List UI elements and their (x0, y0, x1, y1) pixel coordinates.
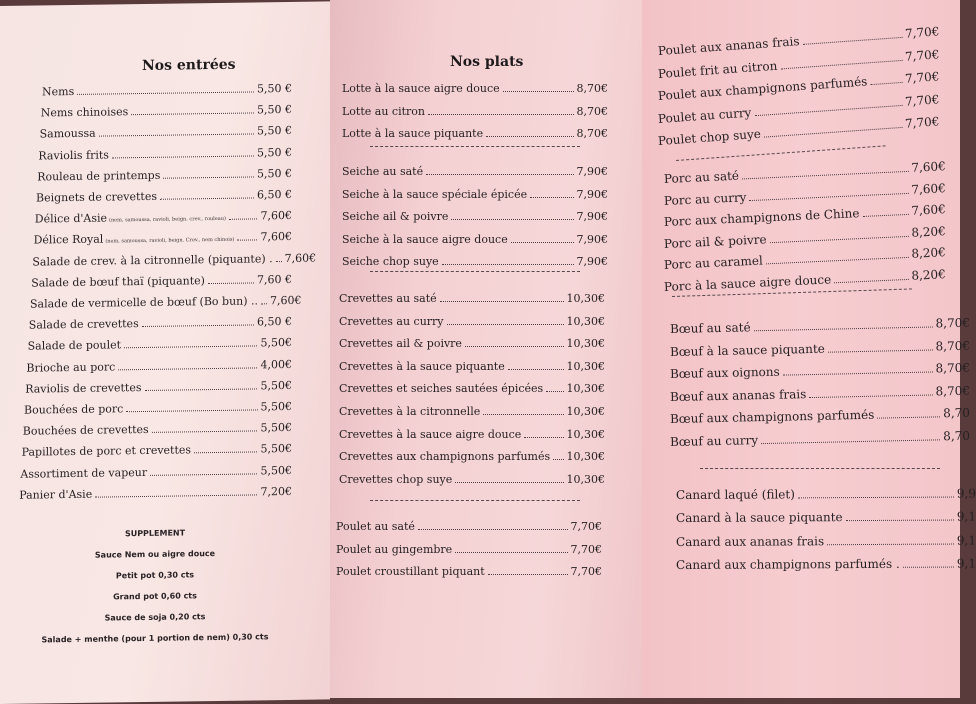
dot-leader (152, 431, 258, 433)
dot-leader (783, 372, 933, 376)
menu-item (28, 336, 292, 353)
menu-item-name: Raviolis de crevettes (25, 380, 142, 396)
menu-item-name: Porc au caramel (663, 253, 764, 272)
dot-leader (442, 264, 574, 265)
menu-item-price: 8,70€ (935, 383, 971, 399)
menu-item (34, 230, 292, 247)
menu-item-note: (nem, samoussa, ravioli, beign. crev., rouleau) (109, 216, 226, 224)
menu-item-note: (nem, samoussa, ravioli, beign. Crev., nem chinois) (105, 237, 235, 245)
dot-leader (827, 543, 954, 545)
menu-item-name: Poulet croustillant piquant (336, 565, 485, 579)
menu-item-name: Seiche à la sauce spéciale épicée (342, 187, 528, 201)
dot-leader (761, 439, 940, 444)
dot-leader (798, 497, 954, 499)
menu-item-price: 7,70€ (904, 69, 940, 86)
section-divider (370, 500, 580, 501)
menu-item (339, 360, 605, 373)
menu-item-price: 6,50 € (257, 187, 292, 202)
supplement-line: Sauce Nem ou aigre douce (94, 548, 216, 560)
menu-item-price: 8,70 (943, 406, 971, 421)
menu-item-name: Papillotes de porc et crevettes (21, 443, 192, 460)
menu-item-price: 5,50 € (256, 166, 292, 181)
menu-item-price: 10,30€ (566, 337, 605, 351)
menu-item-name: Lotte à la sauce aigre douce (342, 82, 500, 95)
menu-item-name: Délice Royal (33, 232, 104, 247)
menu-panel-entrees (0, 1, 330, 704)
dot-leader (124, 346, 257, 349)
dot-leader (77, 91, 254, 94)
menu-item-name: Salade de bœuf thaï (piquante) (31, 273, 205, 290)
menu-item-price: 5,50 € (257, 81, 292, 96)
dot-leader (112, 155, 254, 158)
dot-leader (455, 552, 567, 553)
menu-item-price: 7,60€ (911, 159, 947, 175)
menu-item (42, 82, 292, 98)
menu-item-price: 5,50€ (260, 463, 292, 477)
menu-item-name: Rouleau de printemps (37, 168, 161, 184)
section-divider (676, 145, 886, 161)
menu-item-name: Crevettes à la sauce piquante (339, 359, 505, 373)
menu-item (23, 421, 292, 438)
dot-leader (846, 520, 954, 522)
menu-item-price: 7,90€ (576, 187, 608, 201)
dot-leader (803, 37, 903, 45)
plats-title: Nos plats (450, 54, 524, 70)
menu-item-name: Raviolis frits (38, 148, 109, 163)
menu-item-price: 7,60€ (911, 202, 947, 218)
dot-leader (276, 261, 282, 262)
dot-leader (237, 240, 257, 241)
menu-item (676, 557, 976, 573)
menu-item-price: 7,60€ (284, 251, 317, 265)
menu-item-price: 10,30€ (566, 472, 605, 486)
menu-item (676, 533, 976, 549)
menu-item-name: Lotte à la sauce piquante (342, 127, 484, 141)
menu-item (664, 202, 946, 229)
dot-leader (828, 349, 933, 352)
menu-item-price: 10,30€ (566, 314, 605, 328)
dot-leader (142, 325, 254, 328)
menu-item-name: Assortiment de vapeur (20, 465, 148, 481)
menu-item-name: Poulet au gingembre (336, 542, 453, 556)
menu-item (342, 255, 608, 268)
dot-leader (163, 176, 254, 178)
dot-leader (530, 197, 573, 198)
section-divider (700, 468, 940, 469)
menu-item-name: Bouchées de crevettes (22, 423, 149, 438)
menu-item-price: 7,70€ (904, 114, 940, 131)
menu-item-name: Seiche au saté (342, 165, 424, 178)
menu-item (30, 293, 302, 311)
menu-item-name: Seiche à la sauce aigre douce (342, 232, 508, 246)
dot-leader (488, 574, 568, 575)
menu-item-name: Crevettes ail & poivre (339, 337, 462, 351)
menu-item-price: 7,60€ (270, 293, 302, 308)
menu-item (342, 127, 608, 140)
menu-item-name: Bœuf aux oignons (669, 364, 780, 382)
menu-item (670, 316, 970, 336)
menu-item-price: 7,90€ (576, 255, 608, 269)
menu-item-price: 6,50 € (256, 315, 292, 329)
menu-item-price: 7,70€ (904, 91, 940, 109)
dot-leader (455, 482, 563, 483)
menu-item-name: Bœuf au saté (669, 320, 751, 336)
menu-item-price: 7,90€ (576, 165, 608, 178)
menu-item-name: Bœuf aux champignons parfumés (669, 408, 875, 427)
menu-item-name: Canard laqué (filet) (675, 487, 795, 502)
menu-item (36, 188, 292, 205)
menu-item-name: Seiche ail & poivre (342, 210, 449, 224)
menu-item (664, 245, 946, 272)
menu-item-name: Porc à la sauce aigre douce (663, 271, 832, 294)
menu-item-price: 7,70€ (570, 565, 602, 579)
dot-leader (465, 346, 564, 347)
dot-leader (503, 91, 574, 92)
dot-leader (418, 529, 568, 530)
menu-item-price: 9,1 (956, 556, 976, 571)
menu-item-name: Poulet chop suye (657, 126, 762, 148)
dot-leader (229, 219, 258, 220)
menu-item-name: Beignets de crevettes (36, 189, 158, 205)
dot-leader (150, 473, 257, 475)
menu-item-name: Poulet aux ananas frais (657, 34, 800, 58)
dot-leader (780, 59, 902, 69)
dot-leader (261, 303, 267, 304)
menu-item (29, 315, 292, 332)
dot-leader (742, 171, 908, 180)
menu-item (670, 384, 970, 404)
menu-item-name: Salade de crevettes (28, 317, 139, 332)
menu-item-name: Samoussa (39, 127, 96, 141)
menu-item-price: 7,90€ (576, 232, 608, 246)
menu-item-price: 7,90€ (576, 210, 608, 224)
menu-item-price: 7,70€ (904, 24, 940, 41)
menu-item-name: Salade de poulet (27, 338, 122, 354)
menu-item-price: 5,50€ (260, 399, 292, 414)
supplement-line: Sauce de soja 0,20 cts (104, 612, 206, 623)
menu-item-name: Bœuf aux ananas frais (669, 386, 807, 404)
dot-leader (766, 257, 909, 264)
menu-item-price: 7,20€ (260, 484, 292, 499)
dot-leader (426, 174, 573, 175)
dot-leader (834, 278, 908, 282)
menu-item-price: 10,30€ (566, 427, 605, 441)
menu-item (20, 464, 292, 481)
menu-item (41, 103, 292, 120)
menu-item-price: 7,60€ (260, 230, 292, 244)
dot-leader (754, 326, 933, 331)
menu-item (339, 450, 605, 463)
menu-item-name: Crevettes à la sauce aigre douce (339, 427, 522, 441)
menu-item (342, 188, 608, 201)
menu-item-name: Bouchées de porc (24, 402, 124, 417)
dot-leader (770, 235, 909, 242)
menu-item-price: 8,70€ (935, 360, 971, 376)
menu-item (342, 105, 608, 118)
menu-item (342, 233, 608, 246)
menu-item-price: 7,60€ (911, 180, 947, 197)
menu-item (342, 210, 608, 223)
menu-panel-plats (330, 0, 642, 698)
menu-item (40, 124, 292, 141)
dot-leader (208, 282, 254, 284)
menu-item (336, 565, 602, 578)
menu-item-price: 8,70€ (935, 315, 971, 331)
dot-leader (447, 324, 564, 325)
menu-item (339, 315, 605, 328)
supplement-line: Grand pot 0,60 cts (113, 591, 197, 602)
menu-item-name: Crevettes au curry (339, 314, 444, 328)
menu-item-price: 4,00€ (260, 357, 292, 371)
menu-item-price: 8,70€ (576, 127, 608, 141)
menu-item-price: 5,50€ (260, 336, 292, 350)
menu-item (26, 358, 292, 375)
menu-item (339, 292, 605, 305)
menu-item-name: Poulet au saté (336, 520, 415, 533)
dot-leader (194, 452, 257, 454)
menu-item (24, 400, 292, 417)
menu-item-name: Canard à la sauce piquante (675, 510, 843, 526)
dot-leader (118, 367, 257, 370)
menu-item-name: Porc ail & poivre (663, 231, 767, 251)
dot-leader (871, 82, 903, 85)
supplement-line: Salade + menthe (pour 1 portion de nem) 0,30 cts (41, 632, 269, 645)
menu-item-price: 7,60 € (256, 272, 292, 287)
menu-panel-plats-suite (642, 0, 976, 698)
dot-leader (750, 192, 909, 200)
menu-item (22, 442, 292, 459)
menu-item (336, 520, 602, 533)
menu-item (31, 273, 292, 290)
menu-item (336, 543, 602, 556)
dot-leader (809, 394, 932, 398)
dot-leader (160, 197, 254, 199)
dot-leader (99, 134, 254, 137)
menu-item-name: Nems (42, 84, 75, 99)
menu-item-price: 9,1 (956, 533, 976, 548)
menu-item-name: Seiche chop suye (342, 255, 439, 269)
dot-leader (764, 127, 902, 138)
menu-item-price: 7,70€ (904, 46, 940, 64)
menu-item-price: 10,30€ (566, 382, 605, 396)
dot-leader (877, 417, 940, 419)
menu-item-name: Poulet aux champignons parfumés (657, 74, 868, 103)
dot-leader (95, 494, 257, 497)
menu-item-price: 9,1 (956, 509, 976, 524)
menu-item (32, 251, 317, 269)
menu-item (339, 337, 605, 350)
menu-item-name: Canard aux champignons parfumés . (675, 557, 900, 573)
menu-item (35, 209, 292, 226)
dot-leader (862, 214, 908, 217)
menu-item-price: 5,50€ (260, 421, 292, 435)
menu-item-price: 7,70€ (570, 542, 602, 556)
menu-item-price: 8,70€ (576, 104, 608, 118)
menu-item-price: 8,70€ (935, 338, 971, 354)
menu-item-name: Crevettes chop suye (339, 472, 453, 486)
menu-item (339, 405, 605, 418)
dot-leader (486, 136, 573, 137)
menu-item-price: 8,20€ (911, 245, 947, 261)
section-divider (370, 271, 580, 272)
dot-leader (754, 104, 902, 115)
dot-leader (524, 437, 563, 438)
dot-leader (903, 567, 954, 568)
menu-item (664, 159, 946, 186)
menu-item (676, 486, 976, 502)
menu-item-price: 5,50 € (256, 145, 292, 160)
menu-item-price: 5,50 € (256, 103, 292, 117)
menu-item-name: Panier d'Asie (19, 487, 93, 502)
menu-item (339, 473, 605, 486)
entrees-title: Nos entrées (142, 56, 236, 75)
dot-leader (440, 301, 564, 302)
menu-item-name: Bœuf au curry (669, 433, 759, 449)
menu-item (19, 485, 292, 502)
menu-item-price: 5,50€ (260, 442, 292, 456)
menu-item-name: Porc au saté (663, 168, 740, 186)
menu-item-name: Lotte au citron (342, 104, 425, 118)
menu-item-price: 10,30€ (566, 359, 605, 373)
menu-item (339, 382, 605, 395)
menu-item-name: Bœuf à la sauce piquante (669, 341, 825, 359)
menu-item-price: 9,9 (956, 486, 976, 501)
supplement-title: SUPPLEMENT (124, 528, 186, 539)
menu-item (38, 146, 292, 163)
menu-item-price: 8,70€ (576, 82, 608, 95)
menu-item-name: Porc aux champignons de Chine (663, 206, 860, 229)
menu-item-name: Crevettes aux champignons parfumés (339, 450, 551, 464)
menu-item-name: Crevettes au saté (339, 292, 437, 305)
menu-item-price: 5,50 € (256, 124, 292, 138)
menu-item (37, 167, 292, 184)
menu-item (670, 429, 970, 449)
menu-item (25, 379, 292, 396)
menu-item (670, 338, 970, 358)
menu-item-price: 8,20€ (911, 266, 947, 283)
menu-item-price: 8,70 (943, 428, 971, 444)
menu-item-name: Crevettes et seiches sautées épicées (339, 382, 544, 396)
dot-leader (546, 391, 563, 392)
dot-leader (145, 388, 258, 391)
menu-item-name: Poulet frit au citron (657, 58, 778, 81)
menu-item-price: 10,30€ (566, 292, 605, 305)
menu-item-name: Brioche au porc (26, 359, 116, 375)
menu-item (342, 82, 608, 95)
menu-item (670, 406, 970, 426)
dot-leader (553, 459, 563, 460)
menu-item-name: Salade de crev. à la citronnelle (piquante) . (32, 251, 273, 269)
dot-leader (428, 114, 574, 115)
menu-item (342, 165, 608, 178)
menu-item-name: Nems chinoises (40, 105, 129, 120)
dot-leader (508, 369, 564, 370)
menu-item-name: Canard aux ananas frais (675, 534, 825, 549)
menu-item-name: Poulet au curry (657, 104, 752, 126)
menu-item (339, 428, 605, 441)
menu-item-price: 8,20€ (911, 223, 947, 240)
menu-item (670, 361, 970, 381)
menu-item-name: Salade de vermicelle de bœuf (Bo bun) .. (30, 294, 259, 311)
dot-leader (126, 409, 257, 412)
menu-item-name: Délice d'Asie (34, 211, 108, 226)
menu-item-price: 10,30€ (566, 405, 605, 418)
menu-item-price: 10,30€ (566, 450, 605, 464)
menu-item-name: Porc au curry (663, 189, 747, 208)
dot-leader (451, 219, 573, 220)
menu-item-price: 5,50€ (260, 378, 292, 393)
menu-item (676, 510, 976, 526)
dot-leader (511, 242, 574, 243)
section-divider (370, 146, 580, 147)
menu-item-price: 7,70€ (570, 520, 602, 533)
dot-leader (131, 113, 254, 116)
menu-item-price: 7,60€ (260, 209, 292, 223)
supplement-line: Petit pot 0,30 cts (115, 570, 195, 581)
dot-leader (483, 414, 563, 415)
menu-item-name: Crevettes à la citronnelle (339, 405, 481, 418)
